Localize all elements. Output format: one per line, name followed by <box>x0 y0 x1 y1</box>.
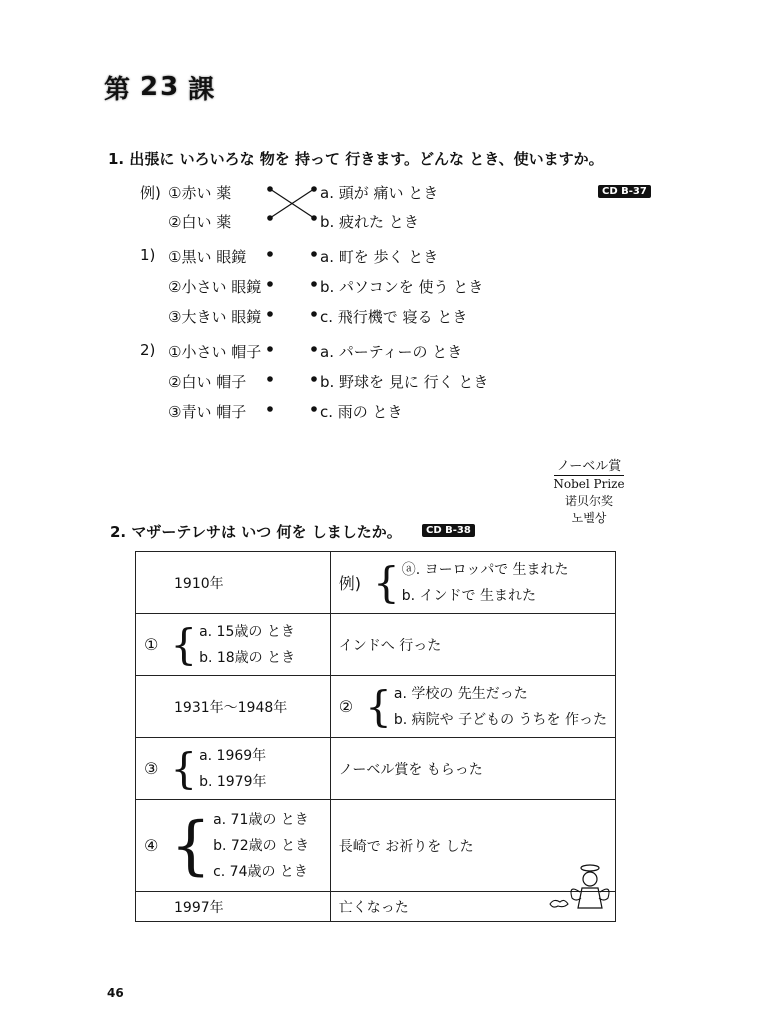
right-item: c. 飛行機で 寝る とき <box>320 308 468 326</box>
left-item: ③大きい 眼鏡 <box>168 308 262 326</box>
question-number: ④ <box>144 836 159 855</box>
question-number: ② <box>338 697 354 716</box>
left-item: ②白い 薬 <box>168 213 232 231</box>
choice-cell <box>330 676 615 738</box>
option: ⓐ. ヨーロッパで 生まれた <box>401 561 569 578</box>
year-cell: 1910年 <box>136 552 331 614</box>
lesson-number: 23 <box>140 72 181 102</box>
left-item: ③青い 帽子 <box>168 403 247 421</box>
brace-icon: { <box>170 743 198 793</box>
match-dot-right <box>311 376 317 382</box>
table-row <box>136 892 616 922</box>
brace-icon: { <box>373 557 400 607</box>
brace-icon: { <box>170 619 198 669</box>
match-dot-right <box>311 406 317 412</box>
nobel-ja: ノーベル賞 <box>554 458 625 476</box>
option: a. 学校の 先生だった <box>393 685 528 702</box>
match-dot-left <box>267 406 273 412</box>
option: b. 1979年 <box>199 773 267 790</box>
match-dot-right <box>311 346 317 352</box>
option: b. 72歳の とき <box>213 837 310 854</box>
nobel-en: Nobel Prize <box>553 477 625 491</box>
matching-lines <box>260 180 322 425</box>
right-item: a. 頭が 痛い とき <box>320 184 439 202</box>
group-label: 1) <box>140 246 156 264</box>
lesson-suffix: 課 <box>188 74 217 105</box>
match-dot-left <box>267 251 273 257</box>
right-item: b. パソコンを 使う とき <box>320 278 484 296</box>
match-dot-right <box>311 311 317 317</box>
page-number: 46 <box>107 986 124 1000</box>
nobel-ko: 노벨상 <box>571 511 607 525</box>
question-number: ① <box>144 635 159 654</box>
question-number: ③ <box>144 759 159 778</box>
choice-cell <box>136 614 331 676</box>
option: a. 71歳の とき <box>213 811 309 828</box>
year-cell: 1997年 <box>136 892 331 922</box>
right-item: a. パーティーの とき <box>320 343 463 361</box>
event-cell: 亡くなった <box>330 892 615 922</box>
option: c. 74歳の とき <box>213 863 308 880</box>
timeline-table <box>135 551 616 922</box>
left-item: ①赤い 薬 <box>168 184 232 202</box>
question-2-prompt: 2. マザーテレサは いつ 何を しましたか。 <box>110 523 402 541</box>
match-dot-right <box>311 251 317 257</box>
example-label: 例) <box>338 574 362 593</box>
group-label: 例) <box>140 184 161 202</box>
event-cell: 長崎で お祈りを した <box>330 800 615 892</box>
left-item: ②白い 帽子 <box>168 373 247 391</box>
table-row <box>136 676 616 738</box>
right-item: b. 疲れた とき <box>320 213 419 231</box>
table-row <box>136 800 616 892</box>
event-cell <box>330 552 615 614</box>
question-1-prompt: 1. 出張に いろいろな 物を 持って 行きます。どんな とき、使いますか。 <box>108 150 604 168</box>
nobel-vocab-note <box>544 458 634 527</box>
match-dot-right <box>311 281 317 287</box>
right-item: c. 雨の とき <box>320 403 403 421</box>
event-cell: インドへ 行った <box>330 614 615 676</box>
cd-track-badge: CD B-37 <box>598 185 651 198</box>
left-item: ①黒い 眼鏡 <box>168 248 247 266</box>
left-item: ①小さい 帽子 <box>168 343 262 361</box>
brace-icon: { <box>365 681 392 731</box>
option: a. 1969年 <box>199 747 267 764</box>
option: b. インドで 生まれた <box>401 587 537 604</box>
year-cell: 1931年〜1948年 <box>136 676 331 738</box>
table-row <box>136 614 616 676</box>
right-item: a. 町を 歩く とき <box>320 248 439 266</box>
table-row <box>136 738 616 800</box>
option: b. 病院や 子どもの うちを 作った <box>393 711 607 728</box>
event-cell: ノーベル賞を もらった <box>330 738 615 800</box>
match-dot-left <box>267 311 273 317</box>
brace-icon: { <box>170 808 212 883</box>
group-label: 2) <box>140 341 156 359</box>
match-dot-left <box>267 281 273 287</box>
choice-cell <box>136 800 331 892</box>
nobel-zh: 诺贝尔奖 <box>564 494 613 508</box>
left-item: ②小さい 眼鏡 <box>168 278 262 296</box>
choice-cell <box>136 738 331 800</box>
option: a. 15歳の とき <box>199 623 295 640</box>
cd-track-badge: CD B-38 <box>422 524 475 537</box>
table-row <box>136 552 616 614</box>
right-item: b. 野球を 見に 行く とき <box>320 373 489 391</box>
option: b. 18歳の とき <box>199 649 296 666</box>
match-dot-left <box>267 376 273 382</box>
match-dot-left <box>267 346 273 352</box>
lesson-title <box>104 68 228 106</box>
lesson-prefix: 第 <box>104 74 133 105</box>
angel-icon <box>548 862 610 916</box>
